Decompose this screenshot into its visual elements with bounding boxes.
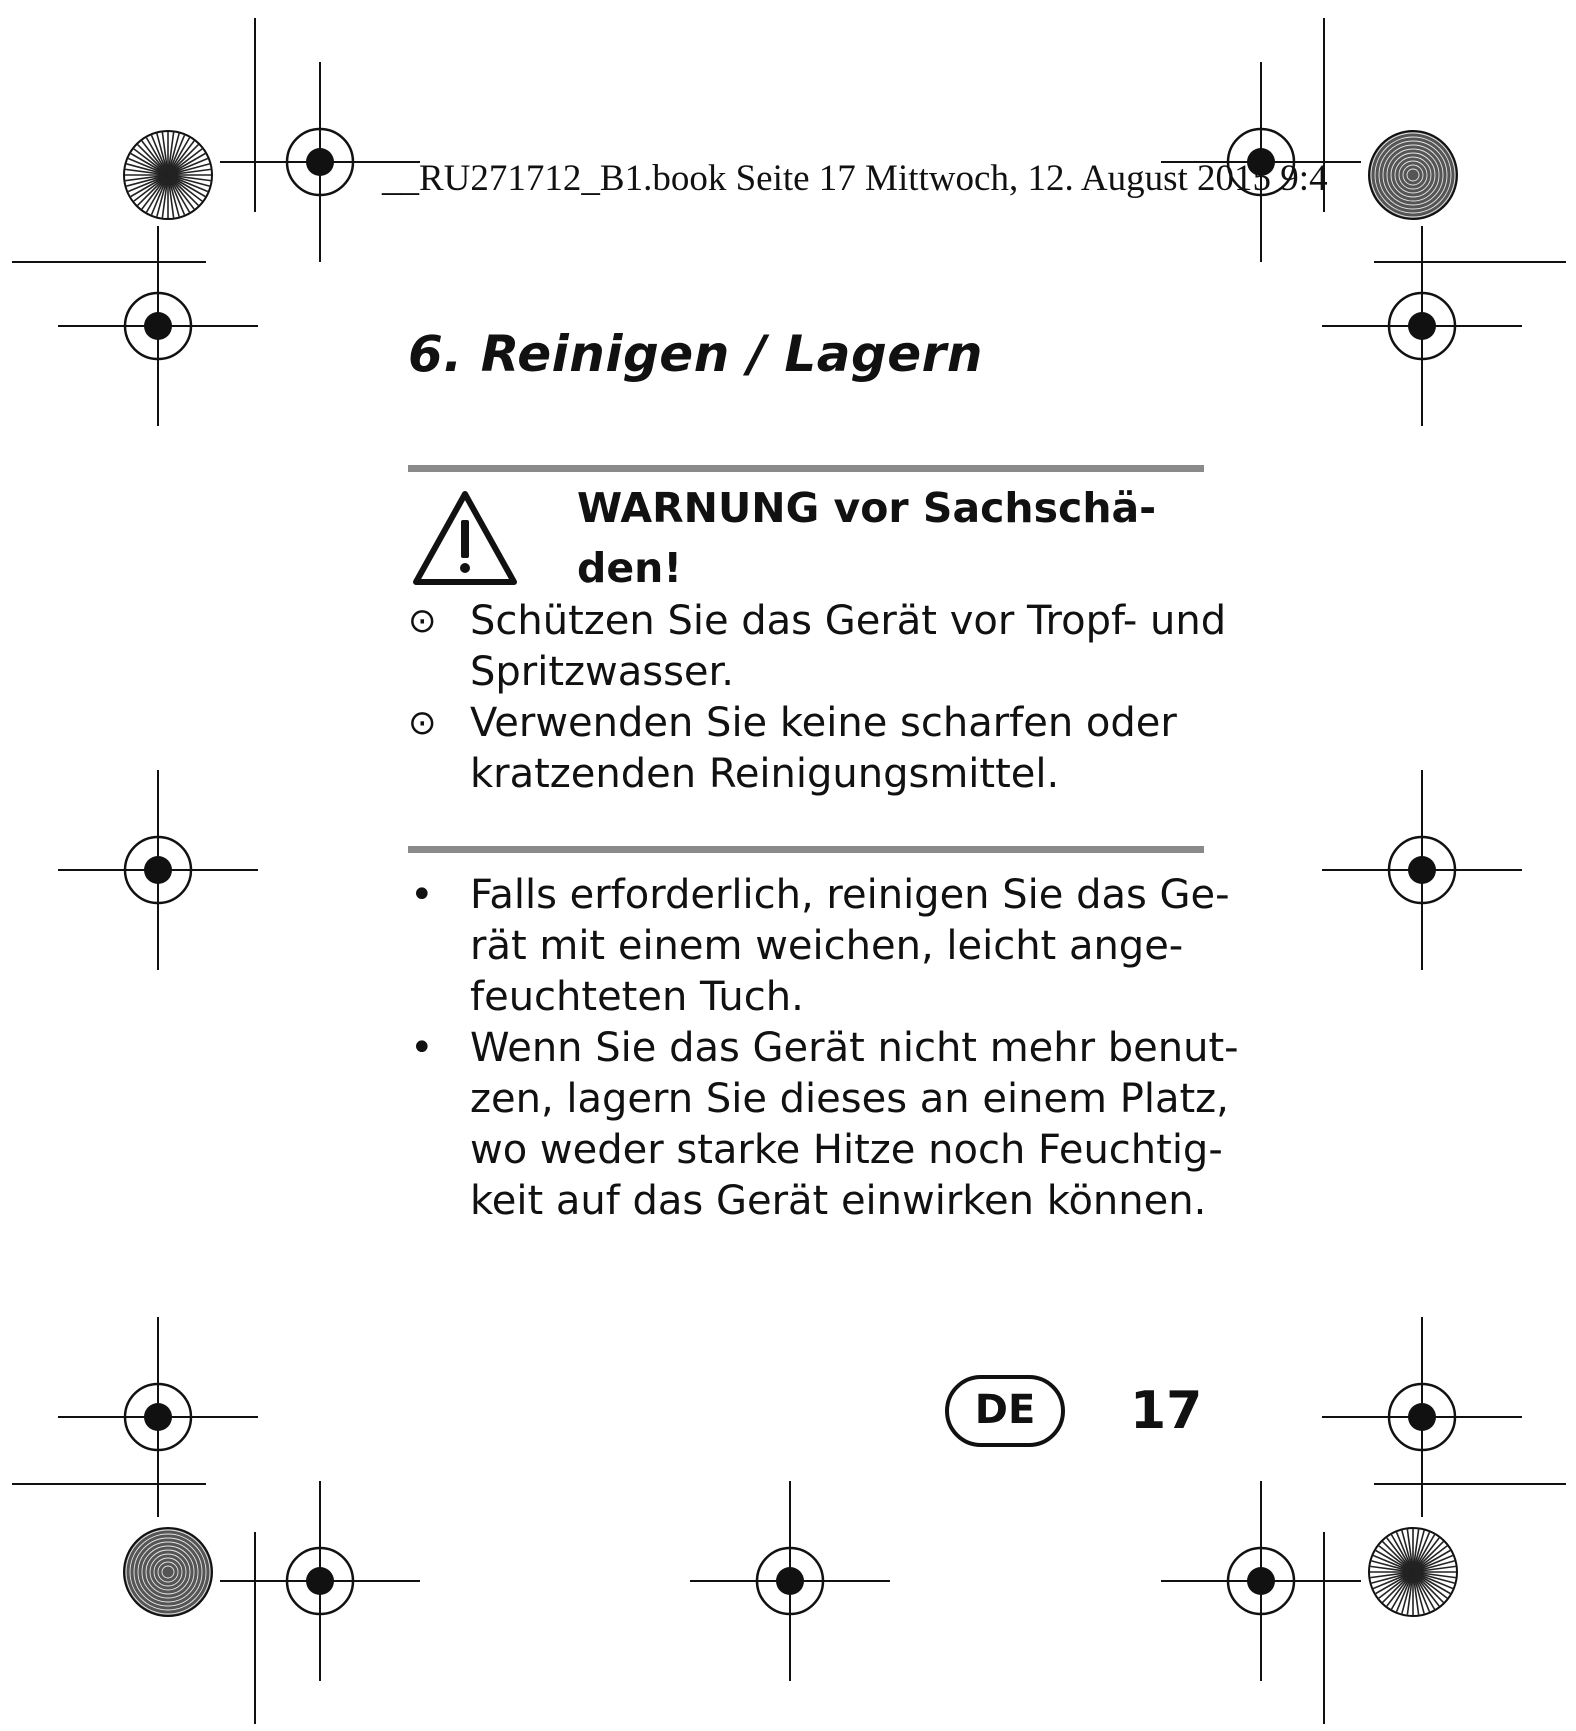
warning-title-line: WARNUNG vor Sachschä- <box>577 484 1157 532</box>
registration-mark <box>690 1481 890 1681</box>
registration-mark <box>58 226 258 426</box>
warning-item-line: kratzenden Reinigungsmittel. <box>470 751 1060 797</box>
instruction-line: wo weder starke Hitze noch Feuchtig- <box>470 1127 1223 1173</box>
color-target-circle <box>124 131 212 219</box>
warning-title <box>577 478 1197 598</box>
instruction-line: zen, lagern Sie dieses an einem Platz, <box>470 1076 1229 1122</box>
instruction-line: Falls erforderlich, reinigen Sie das Ge- <box>470 872 1230 918</box>
color-target-circle <box>1369 131 1457 219</box>
section-title: 6. Reinigen / Lagern <box>408 325 983 383</box>
registration-mark <box>58 770 258 970</box>
warning-item-line: Verwenden Sie keine scharfen oder <box>470 700 1177 746</box>
instruction-line: feuchteten Tuch. <box>470 974 804 1020</box>
warning-item-line: Spritzwasser. <box>470 649 735 695</box>
instructions-list <box>408 870 1239 1227</box>
instruction-line: Wenn Sie das Gerät nicht mehr benut- <box>470 1025 1239 1071</box>
instruction-line: keit auf das Gerät einwirken können. <box>470 1178 1207 1224</box>
warning-item <box>408 698 1208 800</box>
warning-top-rule <box>408 465 1204 472</box>
warning-title-line: den! <box>577 544 683 592</box>
registration-mark <box>1322 226 1522 426</box>
bullet-icon: • <box>410 1025 434 1071</box>
color-target-circle <box>124 1528 212 1616</box>
print-slug-line: __RU271712_B1.book Seite 17 Mittwoch, 12. August 2015 9:4 <box>382 158 1328 199</box>
warning-item-line: Schützen Sie das Gerät vor Tropf- und <box>470 598 1227 644</box>
color-target-circle <box>1369 1528 1457 1616</box>
bullet-icon: • <box>410 872 434 918</box>
circled-dot-bullet-icon: ⊙ <box>408 703 437 743</box>
registration-mark <box>1322 1317 1522 1517</box>
registration-mark <box>58 1317 258 1517</box>
registration-mark <box>1161 1481 1361 1681</box>
language-badge: DE <box>945 1375 1065 1447</box>
page-number: 17 <box>1130 1381 1203 1441</box>
registration-mark <box>220 1481 420 1681</box>
registration-mark <box>1322 770 1522 970</box>
warning-list <box>408 596 1227 800</box>
instruction-line: rät mit einem weichen, leicht ange- <box>470 923 1184 969</box>
instruction-item <box>408 1023 1239 1227</box>
warning-item <box>408 596 1227 698</box>
circled-dot-bullet-icon: ⊙ <box>408 601 437 641</box>
warning-triangle-icon <box>410 488 520 588</box>
instruction-item <box>408 870 1230 1023</box>
warning-bottom-rule <box>408 846 1204 853</box>
